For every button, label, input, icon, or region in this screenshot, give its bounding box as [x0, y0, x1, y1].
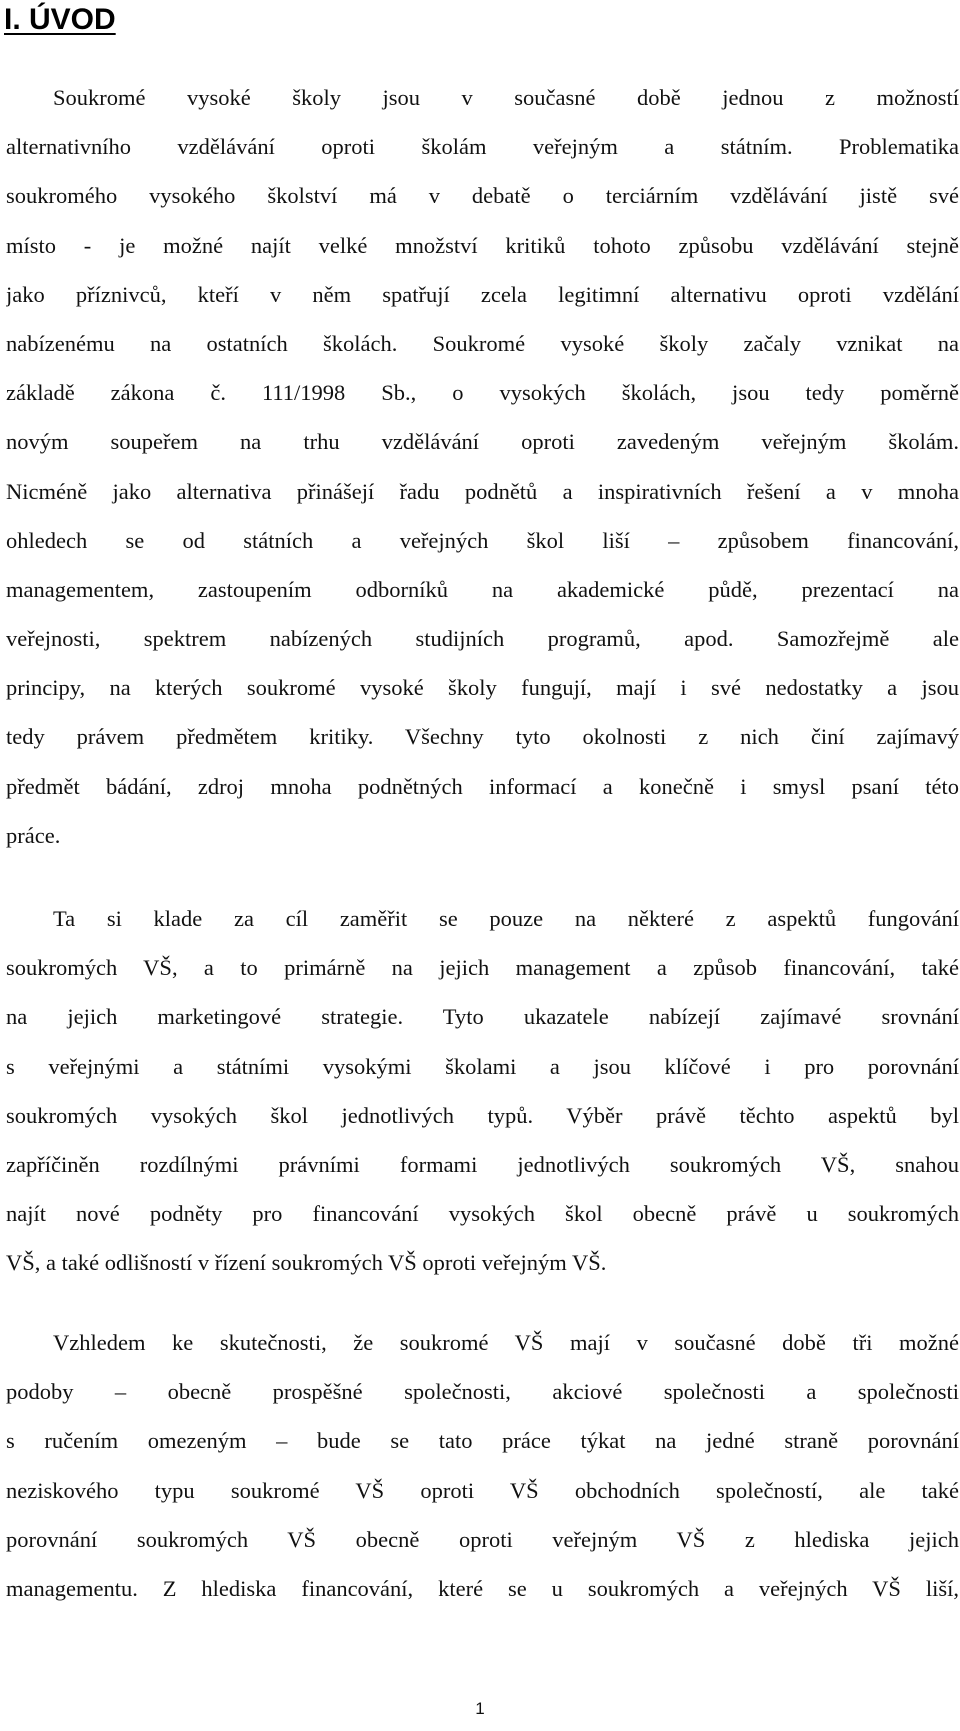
text-line: nabízenému na ostatních školách. Soukromé vysoké školy začaly vznikat na [6, 330, 959, 356]
text-line: soukromých vysokých škol jednotlivých typů. Výběr právě těchto aspektů byl [6, 1102, 959, 1128]
text-line: soukromého vysokého školství má v debatě o terciárním vzdělávání jistě své [6, 183, 959, 209]
chapter-heading: I. ÚVOD [4, 3, 116, 36]
text-line: základě zákona č. 111/1998 Sb., o vysokých školách, jsou tedy poměrně [6, 380, 959, 406]
text-line: zapříčiněn rozdílnými právními formami jednotlivých soukromých VŠ, snahou [6, 1151, 959, 1177]
text-line: principy, na kterých soukromé vysoké školy fungují, mají i své nedostatky a jsou [6, 675, 959, 701]
text-line: s ručením omezeným – bude se tato práce týkat na jedné straně porovnání [6, 1428, 959, 1454]
text-line: s veřejnými a státními vysokými školami a jsou klíčové i pro porovnání [6, 1053, 959, 1079]
text-line: veřejnosti, spektrem nabízených studijních programů, apod. Samozřejmě ale [6, 626, 959, 652]
text-line: neziskového typu soukromé VŠ oproti VŠ obchodních společností, ale také [6, 1477, 959, 1503]
text-line: managementem, zastoupením odborníků na akademické půdě, prezentací na [6, 576, 959, 602]
text-line: na jejich marketingové strategie. Tyto ukazatele nabízejí zajímavé srovnání [6, 1004, 959, 1030]
text-line: ohledech se od státních a veřejných škol liší – způsobem financování, [6, 527, 959, 553]
text-line: podoby – obecně prospěšné společnosti, akciové společnosti a společnosti [6, 1379, 959, 1405]
text-line: předmět bádání, zdroj mnoha podnětných informací a konečně i smysl psaní této [6, 773, 959, 799]
text-line: Vzhledem ke skutečnosti, že soukromé VŠ mají v současné době tři možné [53, 1330, 959, 1355]
paragraph-1 [6, 73, 959, 860]
text-line: Ta si klade za cíl zaměřit se pouze na některé z aspektů fungování [53, 906, 959, 931]
page-number: 1 [475, 1699, 485, 1718]
text-line: práce. [6, 822, 61, 848]
text-line: alternativního vzdělávání oproti školám veřejným a státním. Problematika [6, 134, 959, 160]
text-line: tedy právem předmětem kritiky. Všechny tyto okolnosti z nich činí zajímavý [6, 724, 959, 750]
paragraph-2 [6, 894, 959, 1288]
text-line: Nicméně jako alternativa přinášejí řadu podnětů a inspirativních řešení a v mnoha [6, 478, 959, 504]
text-line: najít nové podněty pro financování vysokých škol obecně právě u soukromých [6, 1201, 959, 1227]
text-line: místo - je možné najít velké množství kritiků tohoto způsobu vzdělávání stejně [6, 232, 959, 258]
text-line: novým soupeřem na trhu vzdělávání oproti zavedeným veřejným školám. [6, 429, 959, 455]
paragraph-3 [6, 1318, 959, 1613]
text-line: soukromých VŠ, a to primárně na jejich management a způsob financování, také [6, 955, 959, 981]
text-line: jako příznivců, kteří v něm spatřují zcela legitimní alternativu oproti vzdělání [6, 281, 959, 307]
text-line: Soukromé vysoké školy jsou v současné době jednou z možností [53, 85, 959, 110]
text-line: managementu. Z hlediska financování, které se u soukromých a veřejných VŠ liší, [6, 1575, 959, 1601]
text-line: porovnání soukromých VŠ obecně oproti veřejným VŠ z hlediska jejich [6, 1526, 959, 1552]
text-line: VŠ, a také odlišností v řízení soukromých VŠ oproti veřejným VŠ. [6, 1250, 607, 1276]
